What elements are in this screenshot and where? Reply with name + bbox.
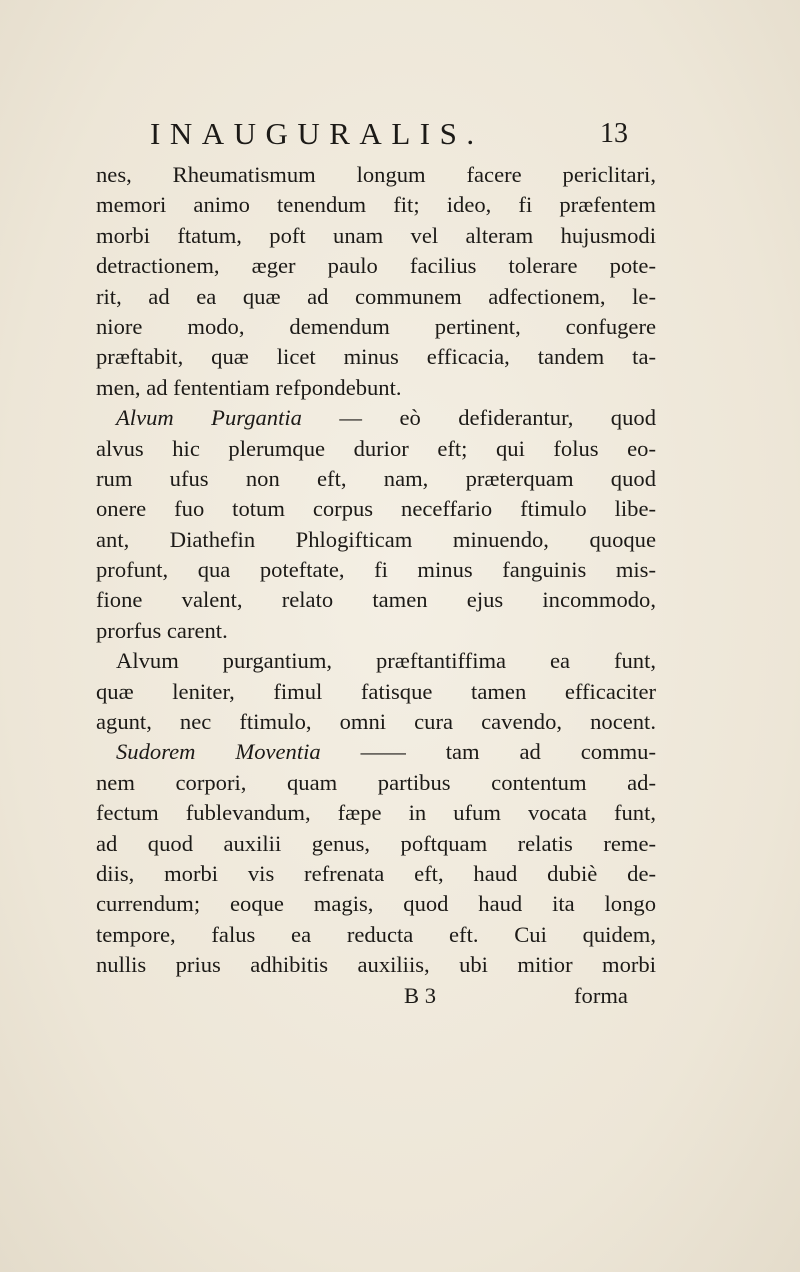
text-line: prorfus carent. — [96, 617, 228, 643]
text-line: Alvum purgantium, præftantiffima ea funt, — [116, 648, 656, 674]
text-line: morbi ftatum, poft unam vel alteram hujusmodi — [96, 222, 656, 248]
text-line: agunt, nec ftimulo, omni cura cavendo, nocent. — [96, 709, 656, 735]
section-heading-sudorem-moventia: Sudorem Moventia — [116, 739, 321, 765]
text-line: fione valent, relato tamen ejus incommodo, — [96, 587, 656, 613]
running-title: INAUGURALIS. — [150, 116, 484, 151]
text-line: tempore, falus ea reducta eft. Cui quidem, — [96, 921, 656, 947]
text-line: profunt, qua poteftate, fi minus fanguinis mis- — [96, 557, 656, 583]
text-line: diis, morbi vis refrenata eft, haud dubiè de- — [96, 860, 656, 886]
page-number: 13 — [600, 118, 628, 149]
text-line: alvus hic plerumque durior eft; qui folus eo- — [96, 435, 656, 461]
section-heading-line: Alvum Purgantia — eò defiderantur, quod — [116, 405, 656, 431]
footer-line — [96, 981, 656, 1011]
text-line: ad quod auxilii genus, poftquam relatis reme- — [96, 830, 656, 856]
text-line: rit, ad ea quæ ad communem adfectionem, le- — [96, 283, 656, 309]
text-line: ant, Diathefin Phlogifticam minuendo, quoque — [96, 526, 656, 552]
text-line: nullis prius adhibitis auxiliis, ubi mitior morbi — [96, 952, 656, 978]
text-line: detractionem, æger paulo facilius tolerare pote- — [96, 253, 656, 279]
text-line: quæ leniter, fimul fatisque tamen efficaciter — [96, 678, 656, 704]
signature-mark: B 3 — [404, 982, 437, 1008]
text-line: rum ufus non eft, nam, præterquam quod — [96, 465, 656, 491]
section-heading-line: Sudorem Moventia —— tam ad commu- — [116, 739, 656, 765]
catchword: forma — [574, 982, 628, 1008]
text-line: niore modo, demendum pertinent, confugere — [96, 313, 656, 339]
text-line: men, ad fententiam refpondebunt. — [96, 374, 402, 400]
running-head — [0, 112, 800, 156]
text-line: currendum; eoque magis, quod haud ita longo — [96, 891, 656, 917]
section-heading-alvum-purgantia: Alvum Purgantia — [116, 405, 302, 431]
text-line: fectum fublevandum, fæpe in ufum vocata funt, — [96, 800, 656, 826]
text-line: præftabit, quæ licet minus efficacia, tandem ta- — [96, 344, 656, 370]
text-line: nem corpori, quam partibus contentum ad- — [96, 769, 656, 795]
text-line: memori animo tenendum fit; ideo, fi præfentem — [96, 192, 656, 218]
text-line: nes, Rheumatismum longum facere periclitari, — [96, 162, 656, 187]
text-line: onere fuo totum corpus neceffario ftimulo libe- — [96, 496, 656, 522]
body-text — [96, 160, 656, 1011]
